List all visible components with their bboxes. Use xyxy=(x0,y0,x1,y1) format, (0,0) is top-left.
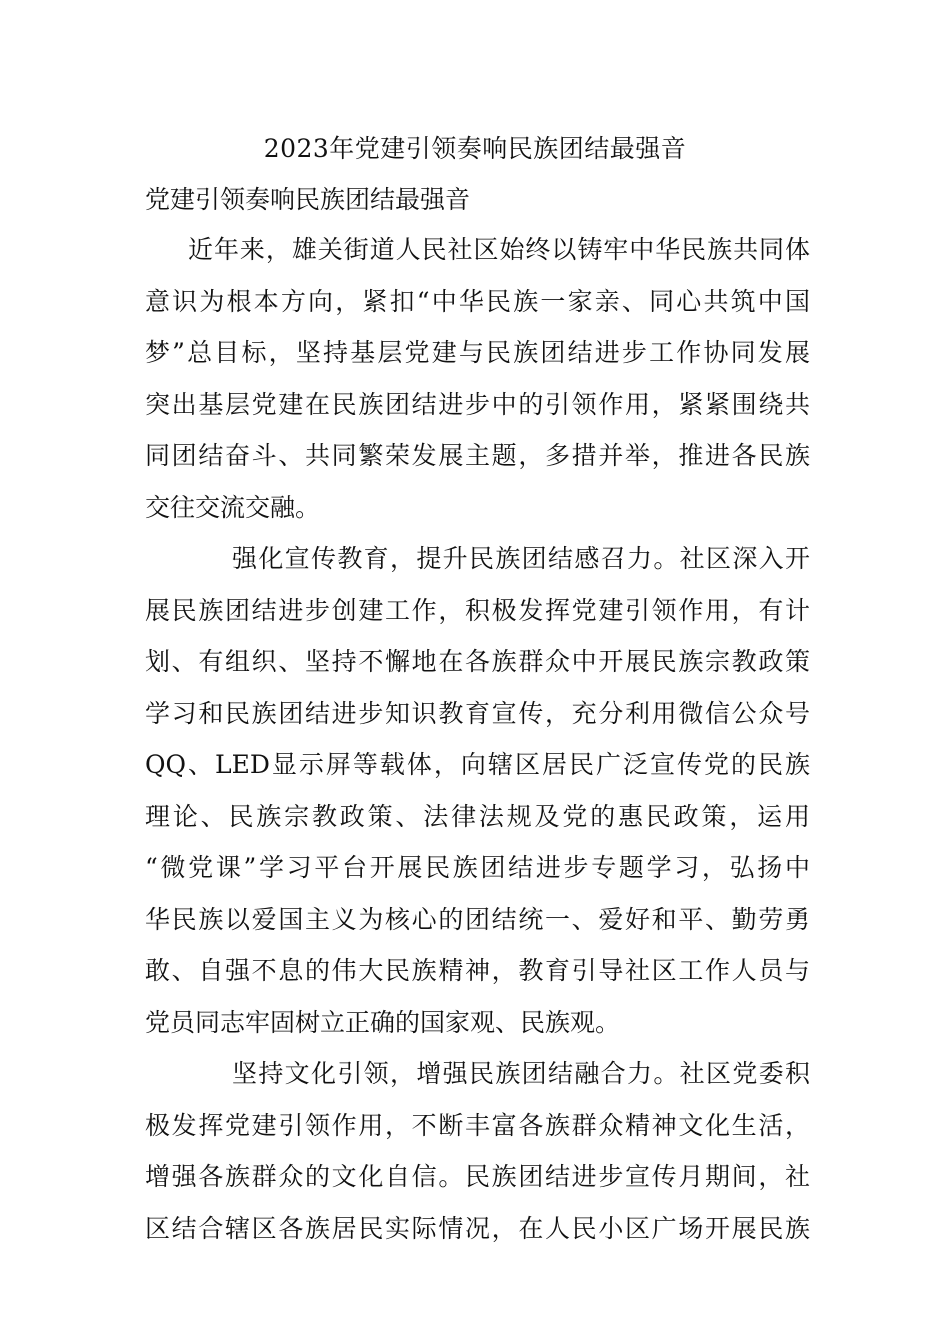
paragraph-2-line-1: 强化宣传教育，提升民族团结感召力。社区深入开 xyxy=(232,544,810,573)
paragraph-1-line-1: 近年来，雄关街道人民社区始终以铸牢中华民族共同体 xyxy=(188,235,810,264)
document-title: 2023年党建引领奏响民族团结最强音 xyxy=(263,134,687,163)
paragraph-3-line-2: 极发挥党建引领作用，不断丰富各族群众精神文化生活， xyxy=(145,1111,810,1140)
document-subtitle: 党建引领奏响民族团结最强音 xyxy=(145,185,471,214)
paragraph-2-line-2: 展民族团结进步创建工作，积极发挥党建引领作用，有计 xyxy=(145,596,810,625)
paragraph-2-line-7: “微党课”学习平台开展民族团结进步专题学习，弘扬中 xyxy=(145,853,810,882)
paragraph-1-line-2: 意识为根本方向，紧扣“中华民族一家亲、同心共筑中国 xyxy=(145,287,810,316)
paragraph-1-line-5: 同团结奋斗、共同繁荣发展主题，多措并举，推进各民族 xyxy=(145,441,810,470)
paragraph-2-line-4: 学习和民族团结进步知识教育宣传，充分利用微信公众号 xyxy=(145,699,810,728)
paragraph-3-line-1: 坚持文化引领，增强民族团结融合力。社区党委积 xyxy=(232,1059,810,1088)
paragraph-1-line-4: 突出基层党建在民族团结进步中的引领作用，紧紧围绕共 xyxy=(145,390,810,419)
paragraph-1-line-3: 梦”总目标，坚持基层党建与民族团结进步工作协同发展 xyxy=(145,338,810,367)
paragraph-1-line-6: 交往交流交融。 xyxy=(145,493,321,522)
paragraph-3-line-4: 区结合辖区各族居民实际情况，在人民小区广场开展民族 xyxy=(145,1214,810,1243)
paragraph-2-line-10: 党员同志牢固树立正确的国家观、民族观。 xyxy=(145,1008,621,1037)
paragraph-2-line-3: 划、有组织、坚持不懈地在各族群众中开展民族宗教政策 xyxy=(145,647,810,676)
paragraph-2-line-8: 华民族以爱国主义为核心的团结统一、爱好和平、勤劳勇 xyxy=(145,905,810,934)
paragraph-3-line-3: 增强各族群众的文化自信。民族团结进步宣传月期间，社 xyxy=(145,1162,810,1191)
paragraph-2-line-6: 理论、民族宗教政策、法律法规及党的惠民政策，运用 xyxy=(145,802,810,831)
paragraph-2-line-9: 敢、自强不息的伟大民族精神，教育引导社区工作人员与 xyxy=(145,956,810,985)
paragraph-2-line-5: QQ、LED显示屏等载体，向辖区居民广泛宣传党的民族 xyxy=(145,750,810,779)
